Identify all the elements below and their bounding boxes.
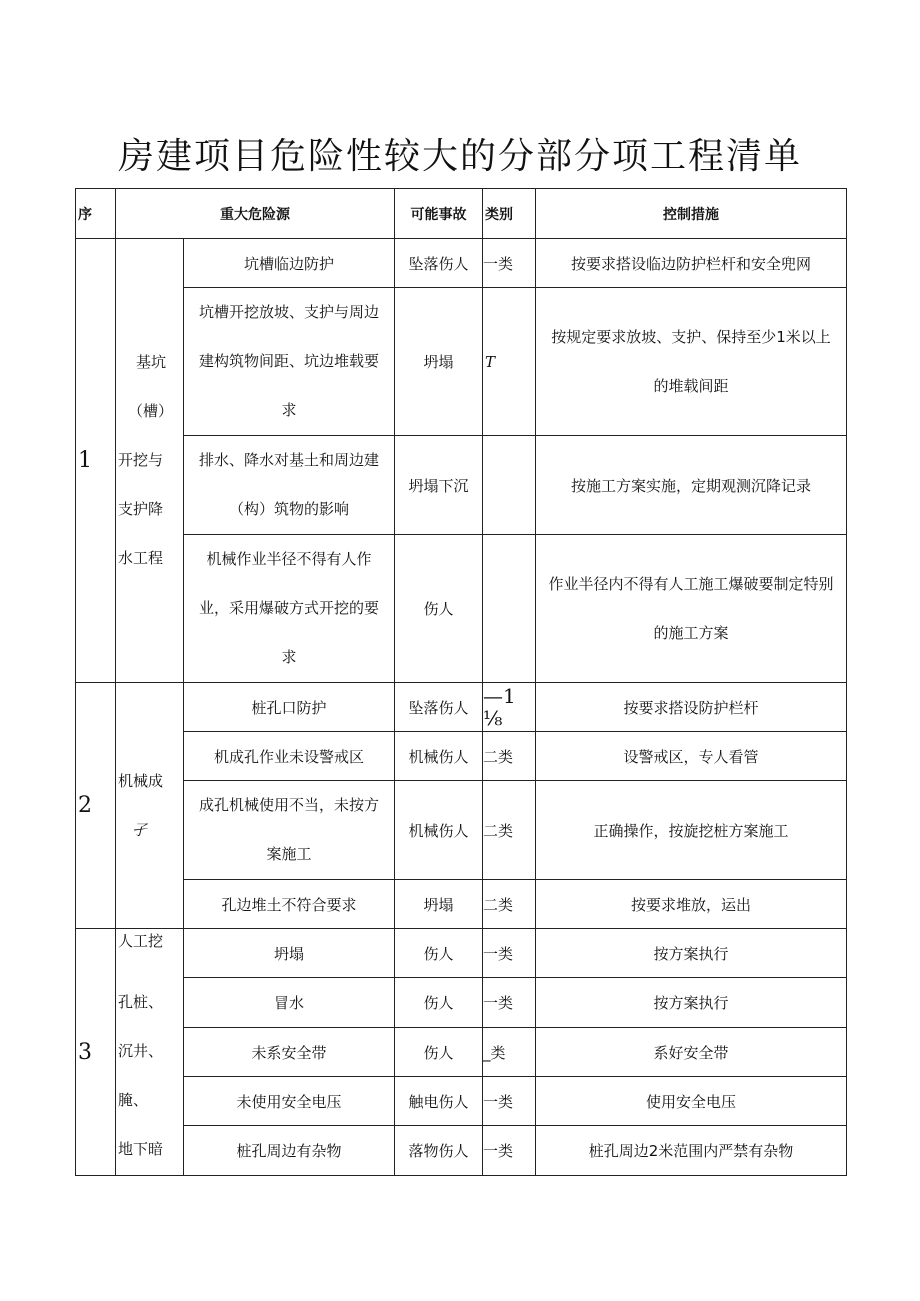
seq-number: 2 bbox=[76, 683, 116, 929]
accident-cell: 落物伤人 bbox=[395, 1126, 483, 1176]
accident-cell: 伤人 bbox=[395, 1028, 483, 1077]
measure-cell: 按施工方案实施，定期观测沉降记录 bbox=[536, 436, 847, 535]
measure-cell: 正确操作，按旋挖桩方案施工 bbox=[536, 781, 847, 880]
category-cell: 二类 bbox=[483, 880, 536, 929]
category-name-line: （槽） bbox=[128, 402, 174, 420]
category-cell: 二类 bbox=[483, 781, 536, 880]
accident-cell: 伤人 bbox=[395, 978, 483, 1028]
category-cell: 一类 bbox=[483, 1077, 536, 1126]
measure-cell: 按规定要求放坡、支护、保持至少1米以上的堆载间距 bbox=[536, 288, 847, 436]
hazard-cell: 坑槽临边防护 bbox=[184, 239, 395, 288]
measure-cell: 作业半径内不得有人工施工爆破要制定特别的施工方案 bbox=[536, 535, 847, 683]
category-name-line: 地下暗 bbox=[118, 1140, 164, 1158]
category-name-line: 支护降 bbox=[118, 500, 164, 518]
hazard-table bbox=[75, 188, 847, 1176]
hazard-cell: 未系安全带 bbox=[184, 1028, 395, 1077]
category-name-line: 孔桩、 bbox=[118, 993, 164, 1011]
category-cell: 一类 bbox=[483, 929, 536, 978]
category-name-line: 孑 bbox=[132, 820, 148, 839]
measure-cell: 按方案执行 bbox=[536, 978, 847, 1028]
category-name-line: 沉井、 bbox=[118, 1042, 164, 1060]
table-row bbox=[76, 1126, 847, 1176]
header-category: 类别 bbox=[483, 189, 536, 239]
table-row bbox=[76, 288, 847, 436]
hazard-cell: 坍塌 bbox=[184, 929, 395, 978]
category-name bbox=[116, 683, 184, 929]
category-name-line: 开挖与 bbox=[118, 451, 164, 469]
accident-cell: 坍塌 bbox=[395, 880, 483, 929]
table-row bbox=[76, 535, 847, 683]
category-cell: —1⅛ bbox=[483, 683, 536, 732]
hazard-cell: 桩孔口防护 bbox=[184, 683, 395, 732]
category-cell: T bbox=[483, 288, 536, 436]
hazard-cell: 机成孔作业未设警戒区 bbox=[184, 732, 395, 781]
measure-cell: 使用安全电压 bbox=[536, 1077, 847, 1126]
category-cell: 一类 bbox=[483, 239, 536, 288]
measure-cell: 按方案执行 bbox=[536, 929, 847, 978]
header-seq: 序 bbox=[76, 189, 116, 239]
measure-cell: 按要求堆放，运出 bbox=[536, 880, 847, 929]
category-name-line: 腌、 bbox=[118, 1091, 149, 1109]
header-measure: 控制措施 bbox=[536, 189, 847, 239]
table-row bbox=[76, 732, 847, 781]
table-row bbox=[76, 781, 847, 880]
table-row bbox=[76, 239, 847, 288]
table-row bbox=[76, 978, 847, 1028]
table-row bbox=[76, 683, 847, 732]
seq-number: 1 bbox=[76, 239, 116, 683]
header-hazard: 重大危险源 bbox=[116, 189, 395, 239]
measure-cell: 桩孔周边2米范围内严禁有杂物 bbox=[536, 1126, 847, 1176]
accident-cell: 坠落伤人 bbox=[395, 683, 483, 732]
hazard-cell: 排水、降水对基土和周边建（构）筑物的影响 bbox=[184, 436, 395, 535]
header-row bbox=[76, 189, 847, 239]
header-accident: 可能事故 bbox=[395, 189, 483, 239]
category-name-line: 机械成 bbox=[118, 771, 164, 790]
category-cell: 二类 bbox=[483, 732, 536, 781]
seq-number: 3 bbox=[76, 929, 116, 1176]
measure-cell: 系好安全带 bbox=[536, 1028, 847, 1077]
hazard-cell: 成孔机械使用不当，未按方案施工 bbox=[184, 781, 395, 880]
hazard-cell: 桩孔周边有杂物 bbox=[184, 1126, 395, 1176]
category-cell bbox=[483, 535, 536, 683]
measure-cell: 按要求搭设临边防护栏杆和安全兜网 bbox=[536, 239, 847, 288]
accident-cell: 机械伤人 bbox=[395, 732, 483, 781]
accident-cell: 坍塌下沉 bbox=[395, 436, 483, 535]
category-name bbox=[116, 929, 184, 1176]
table-row bbox=[76, 880, 847, 929]
category-name-line: 基坑 bbox=[136, 353, 167, 371]
accident-cell: 坠落伤人 bbox=[395, 239, 483, 288]
hazard-cell: 冒水 bbox=[184, 978, 395, 1028]
page-title: 房建项目危险性较大的分部分项工程清单 bbox=[117, 136, 802, 177]
measure-cell: 按要求搭设防护栏杆 bbox=[536, 683, 847, 732]
accident-cell: 机械伤人 bbox=[395, 781, 483, 880]
table-row bbox=[76, 929, 847, 978]
category-name bbox=[116, 239, 184, 683]
table-row bbox=[76, 1028, 847, 1077]
hazard-cell: 未使用安全电压 bbox=[184, 1077, 395, 1126]
accident-cell: 伤人 bbox=[395, 535, 483, 683]
category-name-line: 水工程 bbox=[118, 549, 164, 567]
table-row bbox=[76, 1077, 847, 1126]
accident-cell: 坍塌 bbox=[395, 288, 483, 436]
category-cell bbox=[483, 436, 536, 535]
hazard-cell: 机械作业半径不得有人作业，采用爆破方式开挖的要求 bbox=[184, 535, 395, 683]
category-name-line: 人工挖 bbox=[118, 932, 164, 950]
accident-cell: 伤人 bbox=[395, 929, 483, 978]
accident-cell: 触电伤人 bbox=[395, 1077, 483, 1126]
measure-cell: 设警戒区，专人看管 bbox=[536, 732, 847, 781]
category-cell: _类 bbox=[483, 1028, 536, 1077]
hazard-cell: 孔边堆土不符合要求 bbox=[184, 880, 395, 929]
category-cell: 一类 bbox=[483, 978, 536, 1028]
hazard-cell: 坑槽开挖放坡、支护与周边建构筑物间距、坑边堆载要求 bbox=[184, 288, 395, 436]
category-cell: 一类 bbox=[483, 1126, 536, 1176]
table-row bbox=[76, 436, 847, 535]
